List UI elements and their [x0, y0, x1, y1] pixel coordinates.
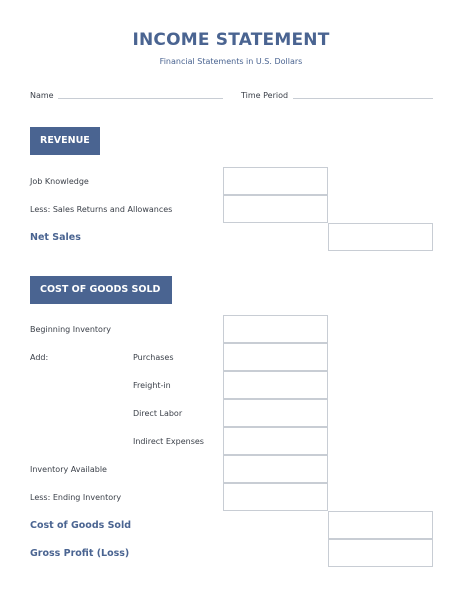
revenue-header: REVENUE [30, 127, 100, 155]
time-period-label: Time Period [241, 91, 289, 100]
net-sales-input[interactable] [328, 223, 433, 251]
name-field[interactable] [58, 98, 223, 99]
direct-labor-input[interactable] [223, 399, 328, 427]
ending-inventory-label: Less: Ending Inventory [30, 493, 122, 502]
inventory-available-input[interactable] [223, 455, 328, 483]
purchases-label: Purchases [133, 353, 174, 362]
cogs-header: COST OF GOODS SOLD [30, 276, 172, 304]
gross-profit-label: Gross Profit (Loss) [30, 548, 130, 559]
freight-in-label: Freight-in [133, 381, 171, 390]
beginning-inventory-input[interactable] [223, 315, 328, 343]
cost-of-goods-sold-label: Cost of Goods Sold [30, 520, 132, 531]
beginning-inventory-label: Beginning Inventory [30, 325, 111, 334]
purchases-input[interactable] [223, 343, 328, 371]
ending-inventory-input[interactable] [223, 483, 328, 511]
sales-returns-input[interactable] [223, 195, 328, 223]
inventory-available-label: Inventory Available [30, 465, 107, 474]
direct-labor-label: Direct Labor [133, 409, 183, 418]
cost-of-goods-sold-input[interactable] [328, 511, 433, 539]
sales-returns-label: Less: Sales Returns and Allowances [30, 205, 173, 214]
job-knowledge-input[interactable] [223, 167, 328, 195]
indirect-expenses-label: Indirect Expenses [133, 437, 204, 446]
add-label: Add: [30, 353, 49, 362]
freight-in-input[interactable] [223, 371, 328, 399]
name-label: Name [30, 91, 54, 100]
job-knowledge-label: Job Knowledge [30, 177, 89, 186]
net-sales-label: Net Sales [30, 232, 81, 243]
gross-profit-input[interactable] [328, 539, 433, 567]
document-title: INCOME STATEMENT [132, 30, 330, 50]
indirect-expenses-input[interactable] [223, 427, 328, 455]
document-subtitle: Financial Statements in U.S. Dollars [159, 57, 303, 66]
time-period-field[interactable] [293, 98, 433, 99]
